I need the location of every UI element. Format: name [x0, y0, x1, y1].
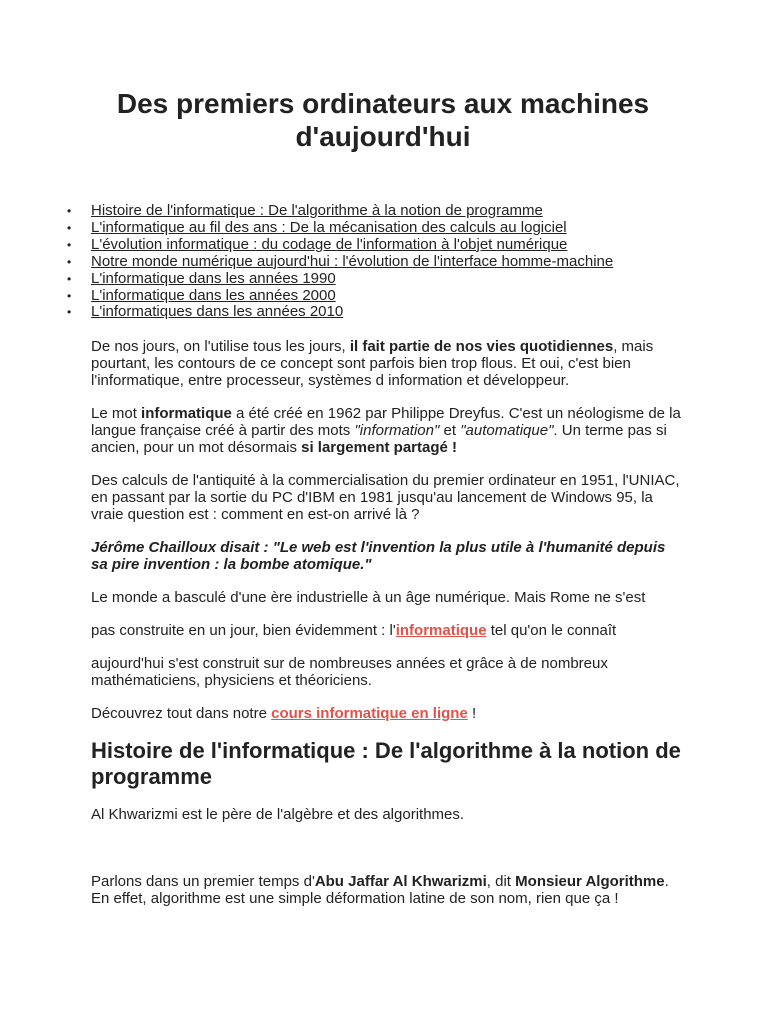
text-span: a été créé en 1962 par Philippe Dreyfus. C'est un néologisme de la langue française créé à partir des mots — [91, 405, 681, 439]
bold-text: informatique — [141, 405, 232, 422]
bold-text: Monsieur Algorithme — [515, 873, 665, 890]
toc-item — [67, 218, 613, 237]
text-span: et — [439, 422, 461, 439]
toc-link-histoire[interactable]: Histoire de l'informatique : De l'algorithme à la notion de programme — [91, 202, 543, 219]
page-title: Des premiers ordinateurs aux machines d'aujourd'hui — [116, 88, 650, 152]
text-span: Parlons dans un premier temps d' — [91, 873, 315, 890]
bold-text: si largement partagé ! — [301, 439, 458, 456]
text-span: , dit — [486, 873, 516, 890]
section-heading: Histoire de l'informatique : De l'algorithme à la notion de programme — [91, 738, 681, 789]
paragraph-parlons — [91, 873, 681, 907]
toc-link-monde-numerique[interactable]: Notre monde numérique aujourd'hui : l'évolution de l'interface homme-machine — [91, 252, 614, 270]
text-span: Le mot — [91, 405, 142, 422]
toc-item — [67, 286, 613, 305]
cours-informatique-link[interactable]: cours informatique en ligne — [271, 705, 468, 722]
text-span: pas construite en un jour, bien évidemment : l' — [91, 622, 396, 639]
paragraph-aujourdhui: aujourd'hui s'est construit sur de nombreuses années et grâce à de nombreux mathématiciens, physiciens et théoriciens. — [91, 655, 608, 689]
paragraph-calculs: Des calculs de l'antiquité à la commercialisation du premier ordinateur en 1951, l'UNIAC, en passant par la sortie du PC d'IBM en 1981 jusqu'au lancement de Windows 95, la vraie question est : comment en est-on arrivé là ? — [91, 472, 680, 523]
bullet-icon: • — [67, 254, 72, 269]
text-span: ! — [467, 705, 477, 722]
quote-chailloux — [91, 539, 681, 573]
paragraph-intro — [91, 338, 681, 389]
toc-link-2000[interactable]: L'informatique dans les années 2000 — [91, 286, 336, 304]
text-span: De nos jours, on l'utilise tous les jours, — [91, 338, 350, 355]
bullet-icon: • — [67, 237, 72, 252]
paragraph-decouvrez — [91, 705, 681, 722]
bold-text: il fait partie de nos vies quotidiennes — [349, 338, 614, 355]
italic-text: "automatique" — [460, 422, 554, 439]
bullet-icon: • — [67, 305, 72, 320]
article-body — [91, 338, 681, 923]
toc-item — [67, 235, 613, 254]
bullet-icon: • — [67, 271, 72, 286]
toc-item — [67, 202, 613, 220]
text-span: tel qu'on le connaît — [486, 622, 617, 639]
text-span: , mais pourtant, les contours de ce concept sont parfois bien trop flous. Et oui, c'est bien l'informatique, entre processeur, systèmes d information et développeur. — [91, 338, 654, 389]
paragraph-rome — [91, 622, 681, 639]
italic-text: "information" — [354, 422, 440, 439]
informatique-link[interactable]: informatique — [395, 622, 487, 639]
toc-link-2010[interactable]: L'informatiques dans les années 2010 — [91, 303, 344, 321]
text-span: . Un terme pas si ancien, pour un mot désormais — [91, 422, 667, 456]
toc-link-evolution[interactable]: L'évolution informatique : du codage de l'information à l'objet numérique — [91, 235, 568, 253]
spacer — [91, 839, 681, 873]
bullet-icon: • — [67, 220, 72, 235]
toc-link-fil-des-ans[interactable]: L'informatique au fil des ans : De la mécanisation des calculs au logiciel — [91, 218, 567, 236]
toc-link-1990[interactable]: L'informatique dans les années 1990 — [91, 269, 336, 287]
table-of-contents — [67, 202, 614, 321]
bold-text: Abu Jaffar Al Khwarizmi — [314, 873, 487, 890]
toc-item — [67, 252, 614, 271]
paragraph-mot-informatique — [91, 405, 681, 456]
bold-italic-text: Jérôme Chailloux disait : "Le web est l'invention la plus utile à l'humanité depuis sa pire invention : la bombe atomique." — [91, 539, 666, 573]
toc-item — [67, 269, 613, 288]
toc-item — [67, 303, 613, 321]
text-span: . En effet, algorithme est une simple déformation latine de son nom, rien que ça ! — [91, 873, 669, 907]
bullet-icon: • — [67, 288, 72, 303]
paragraph-monde-bascule: Le monde a basculé d'une ère industrielle à un âge numérique. Mais Rome ne s'est — [91, 589, 646, 606]
text-span: Découvrez tout dans notre — [91, 705, 272, 722]
paragraph-khwarizmi: Al Khwarizmi est le père de l'algèbre et des algorithmes. — [91, 806, 465, 823]
bullet-icon: • — [67, 204, 72, 218]
